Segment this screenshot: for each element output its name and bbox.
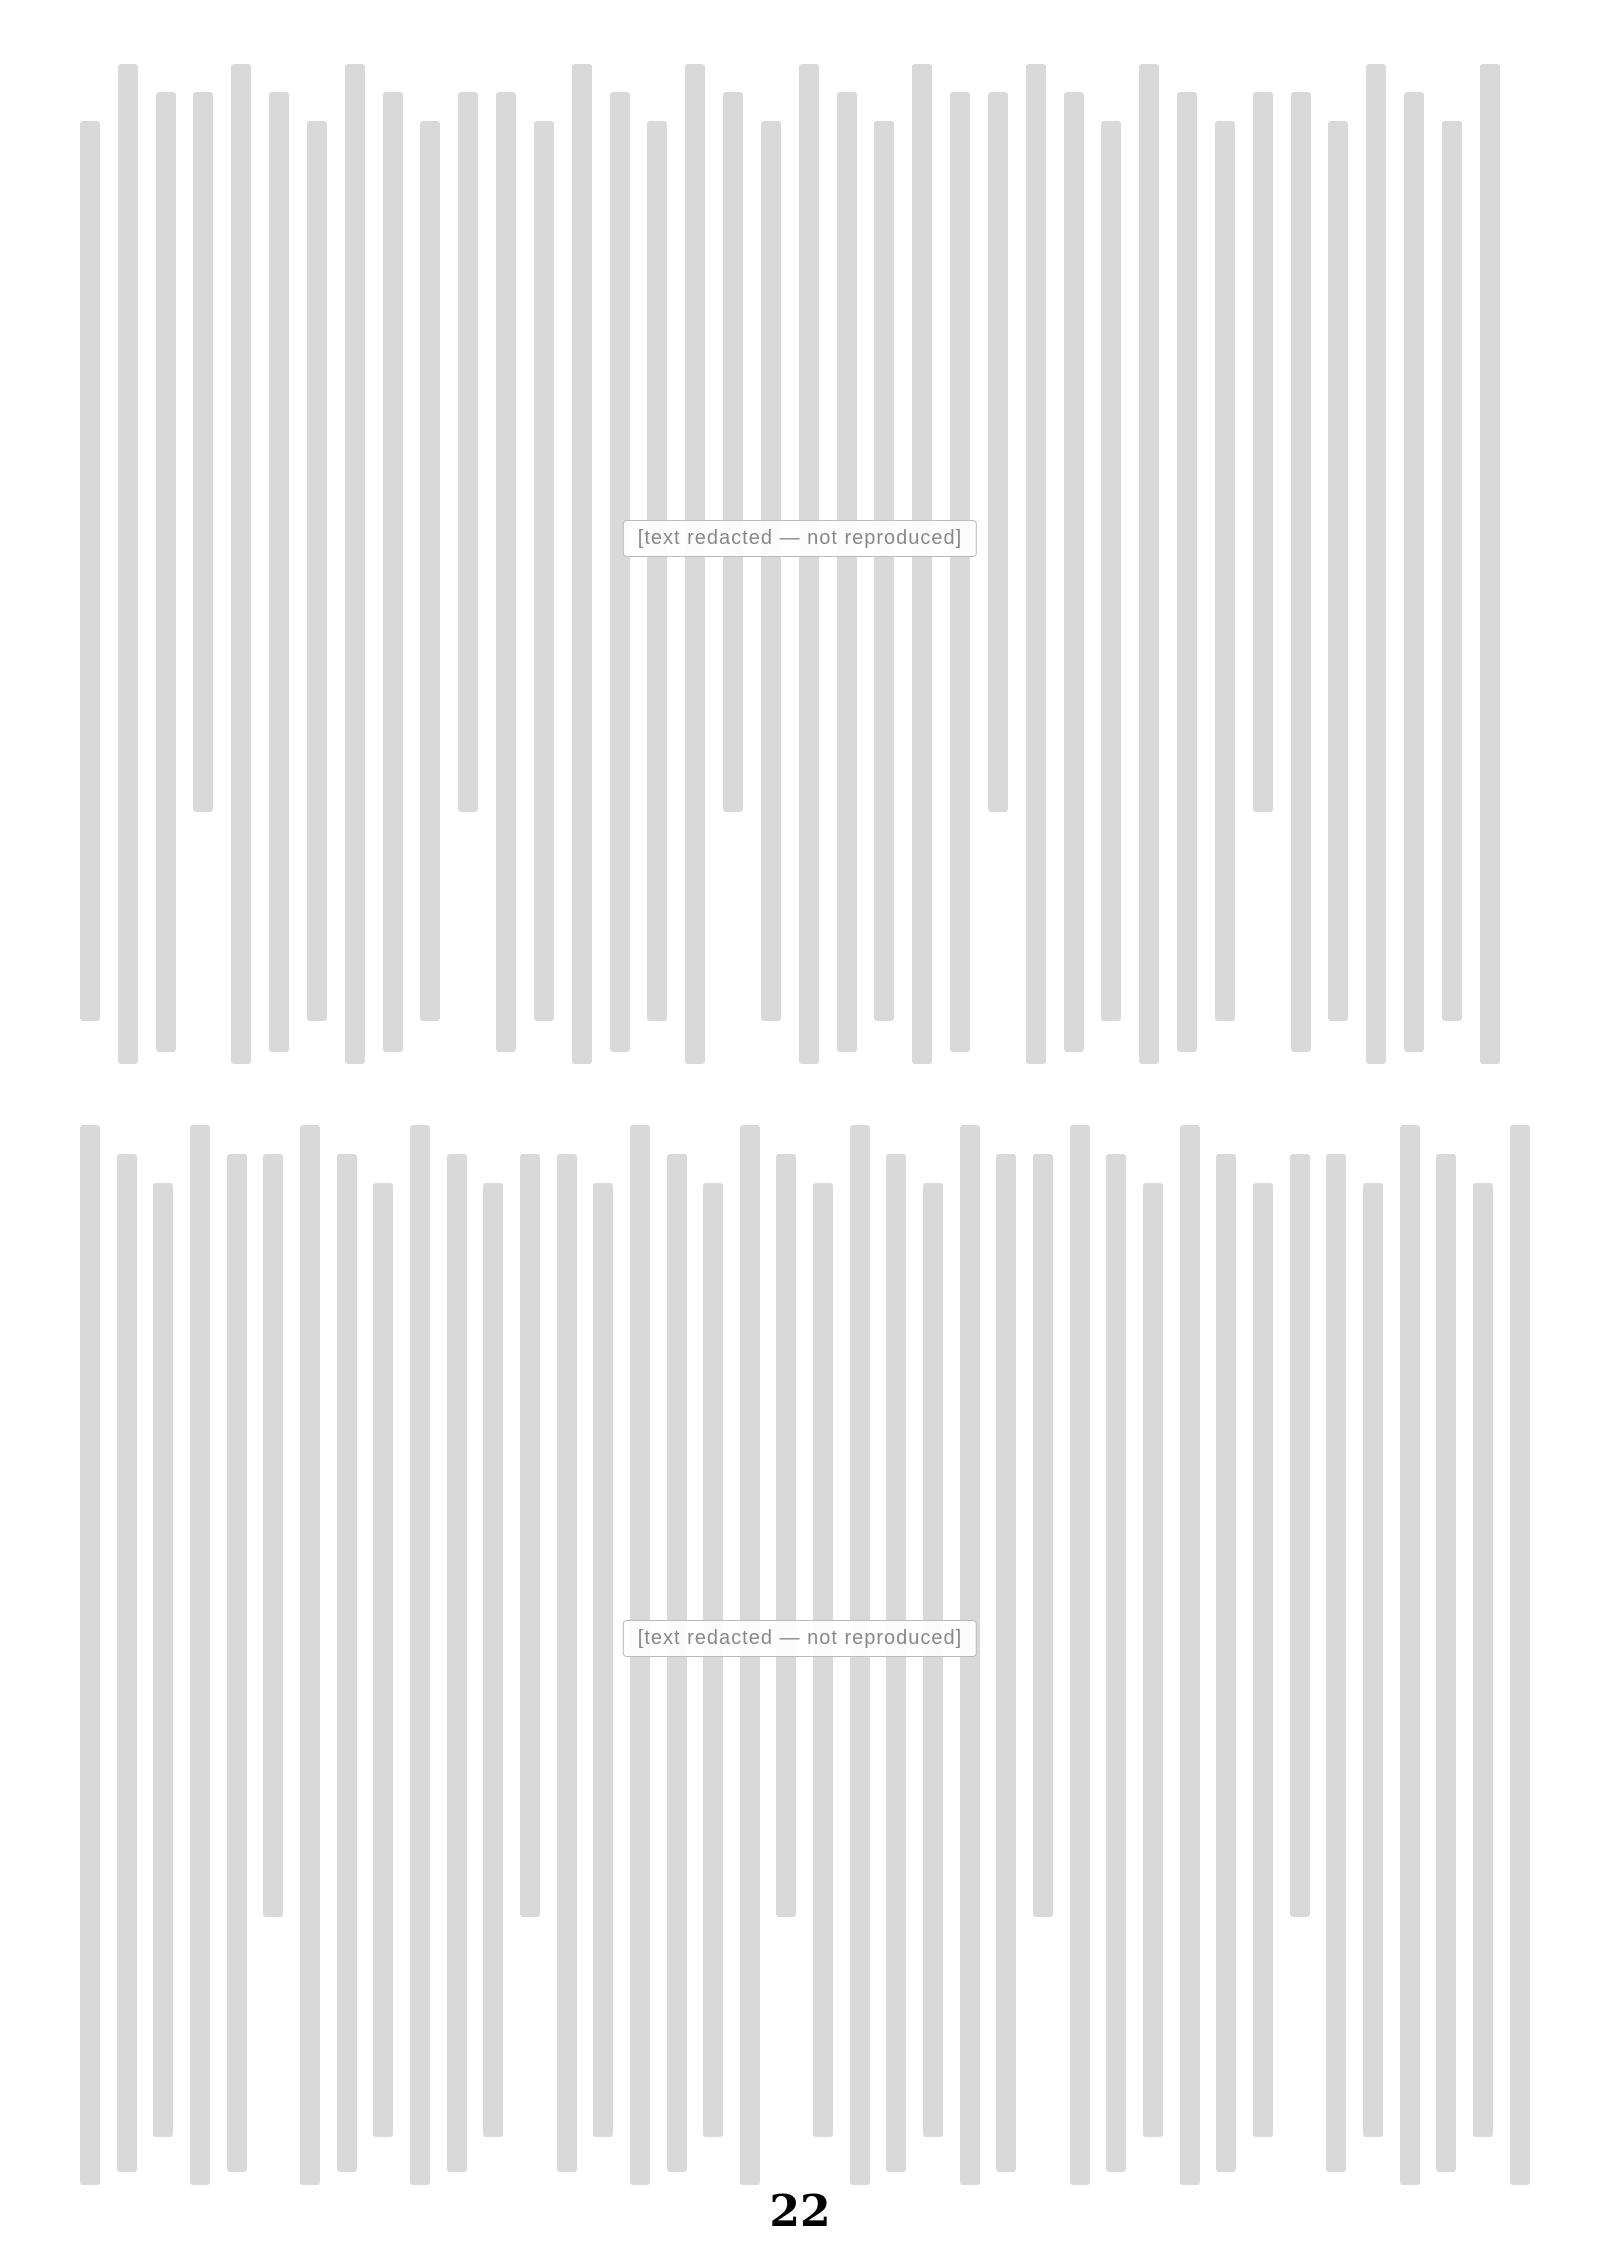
redacted-text-column bbox=[1143, 1183, 1163, 2137]
redacted-text-column bbox=[1290, 1154, 1310, 1917]
redacted-text-column bbox=[153, 1183, 173, 2137]
redacted-text-column bbox=[799, 64, 819, 1064]
redacted-text-column bbox=[80, 1125, 100, 2185]
redacted-text-column bbox=[1253, 92, 1273, 812]
redacted-text-column bbox=[1139, 64, 1159, 1064]
redacted-text-column bbox=[1033, 1154, 1053, 1917]
redacted-text-column bbox=[193, 92, 213, 812]
redacted-text-column bbox=[300, 1125, 320, 2185]
redacted-text-column bbox=[685, 64, 705, 1064]
redacted-text-column bbox=[496, 92, 516, 1052]
redacted-text-column bbox=[483, 1183, 503, 2137]
redacted-text-column bbox=[1070, 1125, 1090, 2185]
redacted-text-column bbox=[534, 121, 554, 1021]
redacted-text-column bbox=[988, 92, 1008, 812]
redacted-text-column bbox=[1216, 1154, 1236, 2172]
redacted-text-column bbox=[557, 1154, 577, 2172]
redacted-text-column bbox=[1026, 64, 1046, 1064]
redacted-text-block-top bbox=[80, 64, 1500, 1064]
redacted-text-column bbox=[593, 1183, 613, 2137]
redacted-text-column bbox=[156, 92, 176, 1052]
redacted-text-column bbox=[761, 121, 781, 1021]
page-number: 22 bbox=[769, 2186, 831, 2237]
redacted-text-column bbox=[1436, 1154, 1456, 2172]
redacted-text-column bbox=[667, 1154, 687, 2172]
redacted-text-column bbox=[345, 64, 365, 1064]
redacted-text-column bbox=[80, 121, 100, 1021]
redacted-text-column bbox=[1177, 92, 1197, 1052]
redacted-text-column bbox=[383, 92, 403, 1052]
redacted-text-column bbox=[572, 64, 592, 1064]
redacted-text-column bbox=[723, 92, 743, 812]
redacted-text-column bbox=[190, 1125, 210, 2185]
redacted-text-column bbox=[1473, 1183, 1493, 2137]
redacted-text-column bbox=[1366, 64, 1386, 1064]
redacted-text-column bbox=[1328, 121, 1348, 1021]
redacted-text-column bbox=[610, 92, 630, 1052]
redacted-text-column bbox=[874, 121, 894, 1021]
redacted-text-column bbox=[373, 1183, 393, 2137]
redacted-text-column bbox=[1404, 92, 1424, 1052]
redacted-text-column bbox=[1480, 64, 1500, 1064]
redacted-text-column bbox=[1291, 92, 1311, 1052]
redacted-text-column bbox=[263, 1154, 283, 1917]
redacted-text-column bbox=[647, 121, 667, 1021]
redacted-text-column bbox=[1106, 1154, 1126, 2172]
redacted-text-column bbox=[1326, 1154, 1346, 2172]
redacted-text-column bbox=[307, 121, 327, 1021]
redacted-text-column bbox=[837, 92, 857, 1052]
redacted-text-column bbox=[1064, 92, 1084, 1052]
redaction-notice: [text redacted — not reproduced] bbox=[623, 1620, 977, 1657]
redacted-text-column bbox=[447, 1154, 467, 2172]
redacted-text-column bbox=[776, 1154, 796, 1917]
redacted-text-column bbox=[886, 1154, 906, 2172]
redacted-text-column bbox=[1363, 1183, 1383, 2137]
redacted-text-column bbox=[269, 92, 289, 1052]
redacted-text-column bbox=[996, 1154, 1016, 2172]
redacted-text-column bbox=[458, 92, 478, 812]
redacted-text-column bbox=[337, 1154, 357, 2172]
redacted-text-column bbox=[231, 64, 251, 1064]
redacted-text-column bbox=[1400, 1125, 1420, 2185]
redacted-text-column bbox=[950, 92, 970, 1052]
redacted-text-column bbox=[117, 1154, 137, 2172]
redacted-text-column bbox=[813, 1183, 833, 2137]
redacted-text-column bbox=[703, 1183, 723, 2137]
redaction-notice: [text redacted — not reproduced] bbox=[623, 520, 977, 557]
redacted-text-column bbox=[1215, 121, 1235, 1021]
redacted-text-column bbox=[1101, 121, 1121, 1021]
redacted-text-column bbox=[1253, 1183, 1273, 2137]
redacted-text-column bbox=[912, 64, 932, 1064]
redacted-text-column bbox=[1180, 1125, 1200, 2185]
redacted-text-column bbox=[227, 1154, 247, 2172]
redacted-text-column bbox=[923, 1183, 943, 2137]
redacted-text-column bbox=[410, 1125, 430, 2185]
redacted-text-column bbox=[118, 64, 138, 1064]
redacted-text-column bbox=[1510, 1125, 1530, 2185]
redacted-text-column bbox=[520, 1154, 540, 1917]
redacted-text-column bbox=[1442, 121, 1462, 1021]
redacted-text-column bbox=[420, 121, 440, 1021]
